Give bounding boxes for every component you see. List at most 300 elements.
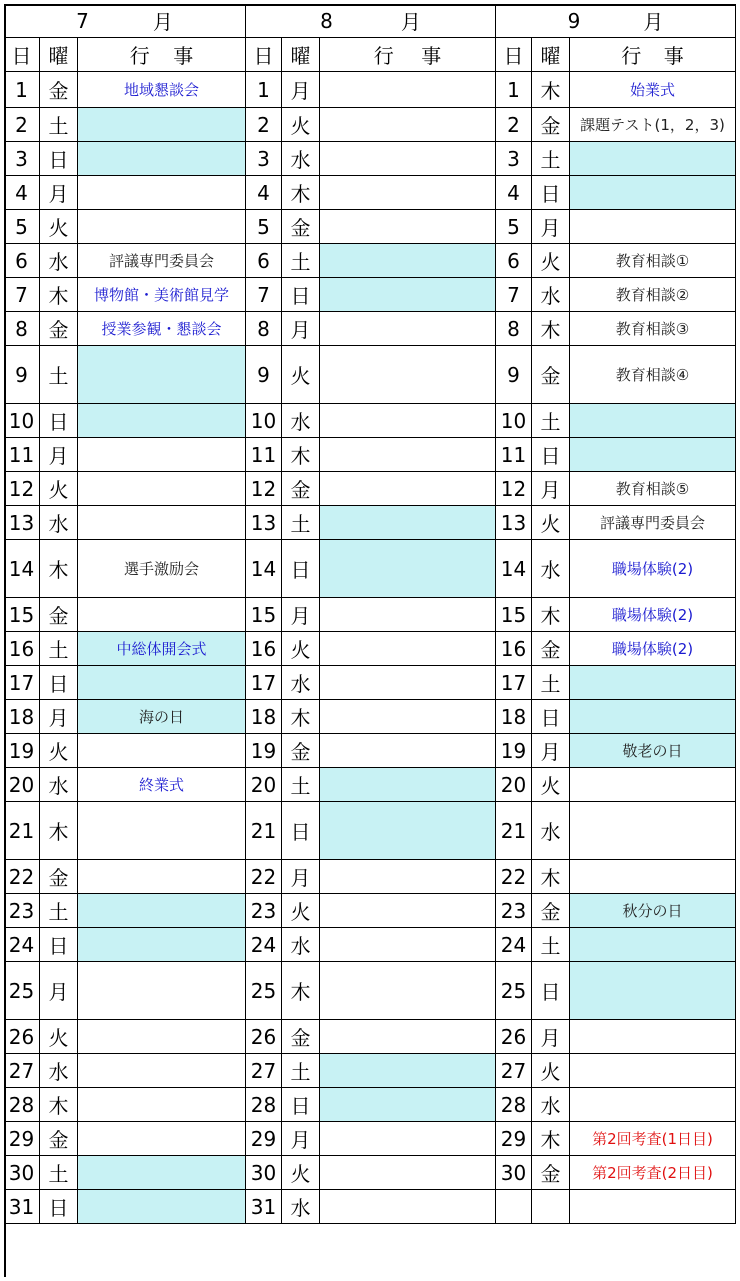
day-number: 23 xyxy=(4,894,40,928)
day-number: 1 xyxy=(496,72,532,108)
event-cell: 地域懇談会 xyxy=(78,72,246,108)
event-cell xyxy=(320,1088,496,1122)
weekday: 木 xyxy=(282,700,320,734)
day-number: 27 xyxy=(246,1054,282,1088)
event-cell: 職場体験(2) xyxy=(570,632,736,666)
weekday: 金 xyxy=(282,1020,320,1054)
day-number: 3 xyxy=(4,142,40,176)
weekday: 日 xyxy=(532,962,570,1020)
event-cell xyxy=(570,142,736,176)
event-cell xyxy=(78,598,246,632)
event-cell xyxy=(78,1020,246,1054)
day-number: 13 xyxy=(246,506,282,540)
weekday: 木 xyxy=(532,860,570,894)
weekday: 木 xyxy=(532,72,570,108)
event-cell xyxy=(78,1054,246,1088)
weekday: 土 xyxy=(532,142,570,176)
weekday: 土 xyxy=(40,108,78,142)
day-number: 2 xyxy=(496,108,532,142)
day-number: 28 xyxy=(246,1088,282,1122)
weekday: 日 xyxy=(282,540,320,598)
event-cell xyxy=(570,962,736,1020)
day-number: 25 xyxy=(246,962,282,1020)
weekday: 日 xyxy=(282,802,320,860)
event-cell xyxy=(320,540,496,598)
event-cell xyxy=(320,666,496,700)
weekday: 木 xyxy=(282,176,320,210)
day-number: 1 xyxy=(4,72,40,108)
event-cell xyxy=(320,108,496,142)
weekday: 水 xyxy=(282,1190,320,1224)
event-cell: 職場体験(2) xyxy=(570,598,736,632)
weekday: 木 xyxy=(532,312,570,346)
event-cell: 授業参観・懇談会 xyxy=(78,312,246,346)
day-number: 17 xyxy=(4,666,40,700)
day-number: 11 xyxy=(496,438,532,472)
day-number: 26 xyxy=(496,1020,532,1054)
weekday: 水 xyxy=(40,1054,78,1088)
event-cell xyxy=(78,1190,246,1224)
weekday: 月 xyxy=(40,176,78,210)
day-number: 19 xyxy=(246,734,282,768)
weekday-column-header: 曜 xyxy=(532,38,570,72)
weekday: 金 xyxy=(40,1122,78,1156)
day-number: 24 xyxy=(246,928,282,962)
weekday: 土 xyxy=(532,928,570,962)
day-number: 14 xyxy=(4,540,40,598)
weekday: 月 xyxy=(282,312,320,346)
weekday: 金 xyxy=(532,894,570,928)
event-cell xyxy=(78,404,246,438)
day-number: 2 xyxy=(4,108,40,142)
weekday: 水 xyxy=(282,142,320,176)
day-number: 23 xyxy=(246,894,282,928)
weekday: 月 xyxy=(40,438,78,472)
event-cell xyxy=(78,506,246,540)
event-cell: 始業式 xyxy=(570,72,736,108)
day-number: 22 xyxy=(246,860,282,894)
event-cell xyxy=(78,894,246,928)
day-number: 30 xyxy=(496,1156,532,1190)
event-cell xyxy=(570,1190,736,1224)
day-number: 26 xyxy=(246,1020,282,1054)
day-number: 26 xyxy=(4,1020,40,1054)
event-cell xyxy=(570,1088,736,1122)
event-cell xyxy=(320,472,496,506)
event-cell: 海の日 xyxy=(78,700,246,734)
day-number: 5 xyxy=(4,210,40,244)
day-number: 11 xyxy=(246,438,282,472)
event-cell xyxy=(570,666,736,700)
event-cell: 第2回考査(2日目) xyxy=(570,1156,736,1190)
weekday: 日 xyxy=(40,1190,78,1224)
event-cell xyxy=(320,404,496,438)
day-number: 24 xyxy=(4,928,40,962)
day-number: 14 xyxy=(246,540,282,598)
day-number: 28 xyxy=(4,1088,40,1122)
weekday: 水 xyxy=(532,540,570,598)
event-cell: 課題テスト(1，2，3) xyxy=(570,108,736,142)
weekday: 日 xyxy=(40,142,78,176)
event-cell: 教育相談④ xyxy=(570,346,736,404)
event-cell xyxy=(78,210,246,244)
weekday: 日 xyxy=(282,1088,320,1122)
event-cell xyxy=(570,700,736,734)
event-header-char-1: 行 xyxy=(621,44,642,68)
weekday: 水 xyxy=(40,506,78,540)
weekday: 金 xyxy=(282,472,320,506)
day-number: 6 xyxy=(4,244,40,278)
day-number: 13 xyxy=(496,506,532,540)
event-cell: 第2回考査(1日目) xyxy=(570,1122,736,1156)
day-number: 9 xyxy=(246,346,282,404)
weekday: 木 xyxy=(282,438,320,472)
weekday: 火 xyxy=(282,1156,320,1190)
day-number: 4 xyxy=(246,176,282,210)
weekday: 火 xyxy=(532,768,570,802)
weekday: 木 xyxy=(282,962,320,1020)
day-number: 24 xyxy=(496,928,532,962)
weekday-column-header: 曜 xyxy=(282,38,320,72)
day-number: 20 xyxy=(496,768,532,802)
event-cell xyxy=(78,438,246,472)
weekday: 火 xyxy=(532,506,570,540)
event-cell xyxy=(570,210,736,244)
event-cell xyxy=(570,1054,736,1088)
day-number: 22 xyxy=(496,860,532,894)
event-cell: 教育相談③ xyxy=(570,312,736,346)
month-number: 9 xyxy=(567,8,581,33)
day-number: 28 xyxy=(496,1088,532,1122)
day-number: 15 xyxy=(246,598,282,632)
event-cell xyxy=(320,142,496,176)
weekday: 火 xyxy=(532,1054,570,1088)
event-cell xyxy=(78,1156,246,1190)
month-unit: 月 xyxy=(152,10,173,34)
event-cell xyxy=(320,1020,496,1054)
day-number: 4 xyxy=(4,176,40,210)
event-cell xyxy=(78,1088,246,1122)
weekday: 水 xyxy=(532,278,570,312)
event-cell xyxy=(320,1122,496,1156)
weekday: 水 xyxy=(40,244,78,278)
event-column-header xyxy=(570,38,736,72)
weekday: 日 xyxy=(532,438,570,472)
day-number: 10 xyxy=(4,404,40,438)
weekday: 日 xyxy=(532,176,570,210)
event-cell: 職場体験(2) xyxy=(570,540,736,598)
event-header-char-2: 事 xyxy=(663,44,684,68)
weekday: 土 xyxy=(282,1054,320,1088)
day-number: 8 xyxy=(4,312,40,346)
day-number: 21 xyxy=(4,802,40,860)
weekday: 金 xyxy=(282,734,320,768)
day-number: 7 xyxy=(496,278,532,312)
event-header-char-1: 行 xyxy=(129,44,150,68)
event-cell xyxy=(320,1190,496,1224)
weekday: 月 xyxy=(40,962,78,1020)
weekday-column-header: 曜 xyxy=(40,38,78,72)
weekday: 火 xyxy=(40,1020,78,1054)
weekday: 土 xyxy=(40,632,78,666)
weekday: 金 xyxy=(282,210,320,244)
event-cell xyxy=(78,734,246,768)
weekday: 金 xyxy=(40,860,78,894)
weekday: 火 xyxy=(282,894,320,928)
event-cell xyxy=(320,632,496,666)
event-cell xyxy=(78,1122,246,1156)
weekday: 日 xyxy=(40,666,78,700)
weekday: 金 xyxy=(532,632,570,666)
event-cell xyxy=(320,438,496,472)
day-column-header: 日 xyxy=(4,38,40,72)
day-number: 25 xyxy=(496,962,532,1020)
event-cell xyxy=(320,210,496,244)
day-number: 31 xyxy=(4,1190,40,1224)
event-header-char-2: 事 xyxy=(421,44,442,68)
event-cell: 教育相談① xyxy=(570,244,736,278)
event-cell xyxy=(320,598,496,632)
month-header xyxy=(246,4,496,38)
weekday: 日 xyxy=(532,700,570,734)
event-cell: 評議専門委員会 xyxy=(78,244,246,278)
day-number: 7 xyxy=(4,278,40,312)
month-unit: 月 xyxy=(643,10,664,34)
weekday: 水 xyxy=(532,1088,570,1122)
day-number: 27 xyxy=(496,1054,532,1088)
weekday: 水 xyxy=(282,404,320,438)
event-cell xyxy=(320,312,496,346)
day-number: 12 xyxy=(496,472,532,506)
event-cell xyxy=(320,802,496,860)
event-cell xyxy=(320,1054,496,1088)
day-number: 18 xyxy=(246,700,282,734)
day-number: 20 xyxy=(246,768,282,802)
weekday: 水 xyxy=(282,666,320,700)
event-cell xyxy=(570,860,736,894)
day-number: 16 xyxy=(246,632,282,666)
day-column-header: 日 xyxy=(496,38,532,72)
weekday: 土 xyxy=(40,346,78,404)
day-number: 17 xyxy=(496,666,532,700)
weekday: 月 xyxy=(282,1122,320,1156)
day-number: 6 xyxy=(496,244,532,278)
event-cell: 敬老の日 xyxy=(570,734,736,768)
day-number: 12 xyxy=(246,472,282,506)
weekday: 金 xyxy=(532,1156,570,1190)
day-number: 9 xyxy=(4,346,40,404)
weekday: 月 xyxy=(532,1020,570,1054)
weekday: 月 xyxy=(282,860,320,894)
day-number: 7 xyxy=(246,278,282,312)
day-number: 30 xyxy=(246,1156,282,1190)
weekday: 木 xyxy=(532,1122,570,1156)
day-number: 9 xyxy=(496,346,532,404)
event-cell xyxy=(570,802,736,860)
weekday: 火 xyxy=(532,244,570,278)
day-number: 19 xyxy=(496,734,532,768)
weekday: 木 xyxy=(532,598,570,632)
event-cell: 評議専門委員会 xyxy=(570,506,736,540)
weekday: 金 xyxy=(40,598,78,632)
weekday: 木 xyxy=(40,278,78,312)
event-cell xyxy=(320,1156,496,1190)
event-cell xyxy=(320,894,496,928)
event-cell xyxy=(78,142,246,176)
event-cell xyxy=(320,506,496,540)
weekday: 日 xyxy=(282,278,320,312)
day-number: 18 xyxy=(496,700,532,734)
weekday: 木 xyxy=(40,802,78,860)
day-number: 27 xyxy=(4,1054,40,1088)
event-cell xyxy=(320,700,496,734)
event-cell xyxy=(78,802,246,860)
event-column-header xyxy=(78,38,246,72)
event-cell xyxy=(320,244,496,278)
day-number: 23 xyxy=(496,894,532,928)
weekday: 水 xyxy=(40,768,78,802)
weekday: 水 xyxy=(532,802,570,860)
day-number: 13 xyxy=(4,506,40,540)
weekday: 月 xyxy=(532,210,570,244)
weekday: 土 xyxy=(532,666,570,700)
weekday: 水 xyxy=(282,928,320,962)
weekday: 金 xyxy=(40,72,78,108)
day-number: 6 xyxy=(246,244,282,278)
weekday: 月 xyxy=(282,72,320,108)
weekday: 土 xyxy=(282,768,320,802)
day-number: 25 xyxy=(4,962,40,1020)
weekday: 火 xyxy=(282,346,320,404)
event-header-char-1: 行 xyxy=(373,44,394,68)
event-cell: 選手激励会 xyxy=(78,540,246,598)
day-number: 10 xyxy=(496,404,532,438)
event-cell xyxy=(570,176,736,210)
day-number: 5 xyxy=(246,210,282,244)
day-number: 3 xyxy=(246,142,282,176)
weekday: 日 xyxy=(40,928,78,962)
event-cell: 秋分の日 xyxy=(570,894,736,928)
day-number: 4 xyxy=(496,176,532,210)
event-cell: 教育相談⑤ xyxy=(570,472,736,506)
day-number: 16 xyxy=(4,632,40,666)
day-number: 2 xyxy=(246,108,282,142)
event-cell: 中総体開会式 xyxy=(78,632,246,666)
day-number: 5 xyxy=(496,210,532,244)
weekday: 火 xyxy=(40,472,78,506)
event-header-char-2: 事 xyxy=(173,44,194,68)
day-number: 17 xyxy=(246,666,282,700)
event-cell xyxy=(78,666,246,700)
day-number: 19 xyxy=(4,734,40,768)
weekday xyxy=(532,1190,570,1224)
day-number: 12 xyxy=(4,472,40,506)
month-unit: 月 xyxy=(400,10,421,34)
day-number: 21 xyxy=(496,802,532,860)
weekday: 日 xyxy=(40,404,78,438)
weekday: 土 xyxy=(40,894,78,928)
event-cell: 博物館・美術館見学 xyxy=(78,278,246,312)
event-cell: 終業式 xyxy=(78,768,246,802)
day-number: 10 xyxy=(246,404,282,438)
day-number: 21 xyxy=(246,802,282,860)
month-header xyxy=(496,4,736,38)
day-number: 1 xyxy=(246,72,282,108)
event-cell xyxy=(570,404,736,438)
weekday: 土 xyxy=(532,404,570,438)
weekday: 金 xyxy=(532,108,570,142)
day-number: 29 xyxy=(4,1122,40,1156)
weekday: 月 xyxy=(532,472,570,506)
event-cell: 教育相談② xyxy=(570,278,736,312)
event-cell xyxy=(570,438,736,472)
event-cell xyxy=(78,176,246,210)
day-column-header: 日 xyxy=(246,38,282,72)
day-number: 3 xyxy=(496,142,532,176)
weekday: 月 xyxy=(532,734,570,768)
day-number: 11 xyxy=(4,438,40,472)
event-cell xyxy=(320,734,496,768)
event-cell xyxy=(570,928,736,962)
event-cell xyxy=(320,928,496,962)
event-cell xyxy=(78,962,246,1020)
weekday: 火 xyxy=(282,632,320,666)
weekday: 火 xyxy=(282,108,320,142)
month-number: 7 xyxy=(76,8,89,33)
event-cell xyxy=(320,768,496,802)
event-cell xyxy=(320,346,496,404)
day-number: 29 xyxy=(496,1122,532,1156)
month-header xyxy=(4,4,246,38)
event-cell xyxy=(320,72,496,108)
day-number: 31 xyxy=(246,1190,282,1224)
weekday: 月 xyxy=(40,700,78,734)
weekday: 土 xyxy=(282,506,320,540)
event-cell xyxy=(570,1020,736,1054)
event-cell xyxy=(320,278,496,312)
day-number xyxy=(496,1190,532,1224)
event-cell xyxy=(78,346,246,404)
day-number: 15 xyxy=(496,598,532,632)
day-number: 14 xyxy=(496,540,532,598)
day-number: 8 xyxy=(246,312,282,346)
event-cell xyxy=(320,860,496,894)
weekday: 金 xyxy=(532,346,570,404)
event-cell xyxy=(320,962,496,1020)
day-number: 29 xyxy=(246,1122,282,1156)
weekday: 木 xyxy=(40,540,78,598)
day-number: 8 xyxy=(496,312,532,346)
event-cell xyxy=(320,176,496,210)
weekday: 金 xyxy=(40,312,78,346)
event-cell xyxy=(78,928,246,962)
day-number: 18 xyxy=(4,700,40,734)
day-number: 22 xyxy=(4,860,40,894)
day-number: 30 xyxy=(4,1156,40,1190)
day-number: 20 xyxy=(4,768,40,802)
event-column-header xyxy=(320,38,496,72)
weekday: 火 xyxy=(40,734,78,768)
month-number: 8 xyxy=(320,8,333,33)
weekday: 月 xyxy=(282,598,320,632)
weekday: 土 xyxy=(282,244,320,278)
weekday: 木 xyxy=(40,1088,78,1122)
event-cell xyxy=(570,768,736,802)
weekday: 土 xyxy=(40,1156,78,1190)
day-number: 15 xyxy=(4,598,40,632)
weekday: 火 xyxy=(40,210,78,244)
day-number: 16 xyxy=(496,632,532,666)
